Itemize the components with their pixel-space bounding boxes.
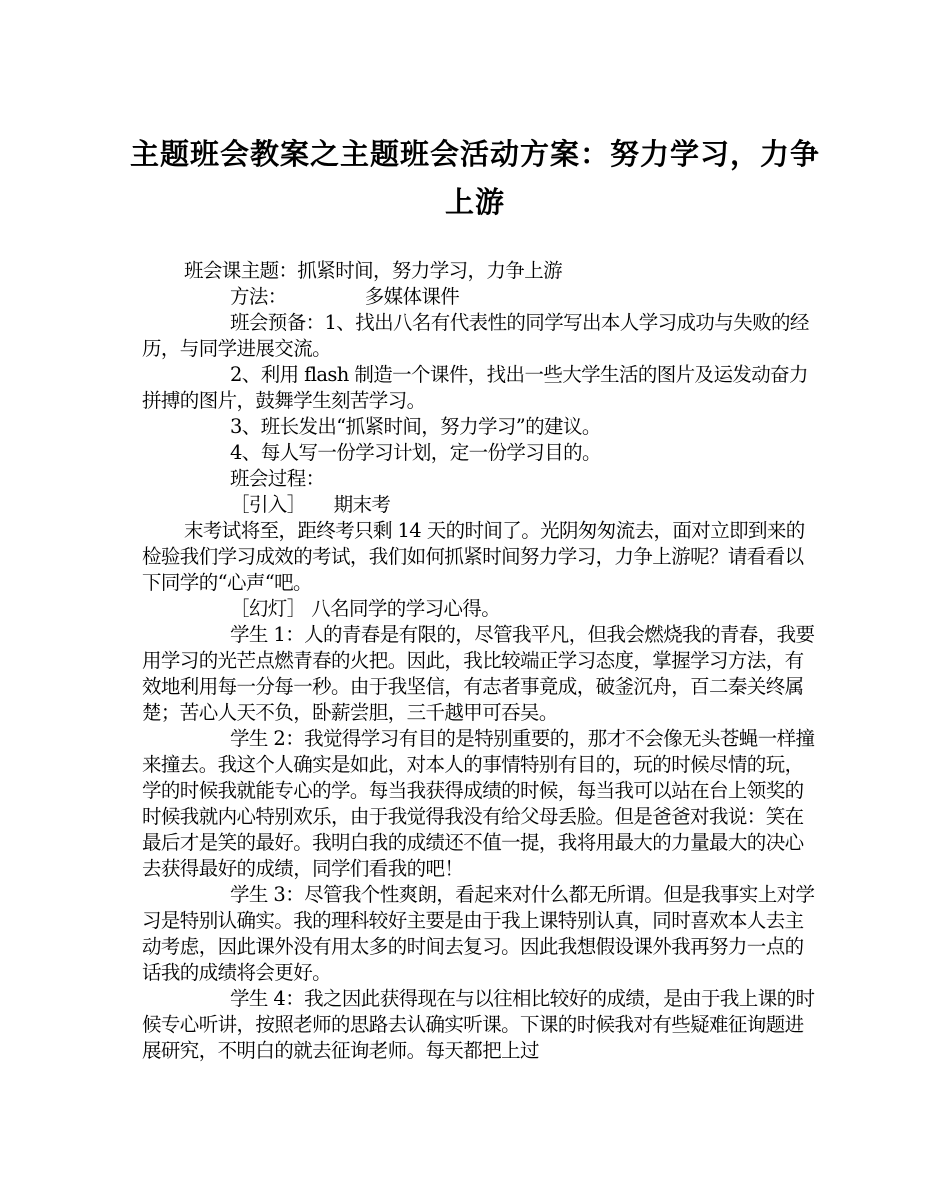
paragraph-student-4: 学生 4：我之因此获得现在与以往相比较好的成绩，是由于我上课的时候专心听讲，按照老师的思路去认确实听课。下课的时候我对有些疑难征询题进展研究，不明白的就去征询老师。每天都把上过 bbox=[142, 987, 815, 1062]
intro-label: ［引入］ bbox=[230, 493, 306, 516]
document-body bbox=[142, 258, 822, 1064]
paragraph-process: 班会过程： bbox=[230, 467, 325, 490]
paragraph-slide: ［幻灯］ 八名同学的学习心得。 bbox=[230, 597, 501, 620]
paragraph-theme: 班会课主题：抓紧时间，努力学习，力争上游 bbox=[184, 259, 563, 282]
paragraph-preparation-3: 3、班长发出“抓紧时间，努力学习”的建议。 bbox=[230, 415, 601, 438]
paragraph-exam: 末考试将至，距终考只剩 14 天的时间了。光阴匆匆流去，面对立即到来的检验我们学习成效的考试，我们如何抓紧时间努力学习，力争上游呢？请看看以下同学的“心声“吧。 bbox=[142, 519, 805, 594]
intro-value: 期末考 bbox=[333, 493, 391, 516]
paragraph-preparation-1: 班会预备：1、找出八名有代表性的同学写出本人学习成功与失败的经历，与同学进展交流。 bbox=[142, 311, 809, 360]
paragraph-intro bbox=[142, 492, 822, 518]
document-title: 主题班会教案之主题班会活动方案：努力学习，力争上游 bbox=[129, 137, 820, 219]
paragraph-student-1: 学生 1：人的青春是有限的，尽管我平凡，但我会燃烧我的青春，我要用学习的光芒点燃青春的火把。因此，我比较端正学习态度，掌握学习方法，有效地利用每一分每一秒。由于我坚信，有志者事竟成，破釜沉舟，百二秦关终属楚；苦心人天不负，卧薪尝胆，三千越甲可吞吴。 bbox=[142, 623, 815, 724]
paragraph-method bbox=[142, 284, 822, 310]
method-value: 多媒体课件 bbox=[364, 285, 460, 308]
paragraph-student-3: 学生 3：尽管我个性爽朗，看起来对什么都无所谓。但是我事实上对学习是特别认确实。我的理科较好主要是由于我上课特别认真，同时喜欢本人去主动考虑，因此课外没有用太多的时间去复习。因此我想假设课外我再努力一点的话我的成绩将会更好。 bbox=[142, 883, 815, 984]
paragraph-preparation-2: 2、利用 flash 制造一个课件，找出一些大学生活的图片及运发动奋力拼搏的图片，鼓舞学生刻苦学习。 bbox=[142, 363, 808, 412]
method-label: 方法： bbox=[230, 285, 287, 308]
paragraph-preparation-4: 4、每人写一份学习计划，定一份学习目的。 bbox=[230, 441, 601, 464]
paragraph-student-2: 学生 2：我觉得学习有目的是特别重要的，那才不会像无头苍蝇一样撞来撞去。我这个人确实是如此，对本人的事情特别有目的，玩的时候尽情的玩，学的时候我就能专心的学。每当我获得成绩的时候，每当我可以站在台上领奖的时候我就内心特别欢乐，由于我觉得我没有给父母丢脸。但是爸爸对我说：笑在最后才是笑的最好。我明白我的成绩还不值一提，我将用最大的力量最大的决心去获得最好的成绩，同学们看我的吧！ bbox=[142, 727, 815, 880]
